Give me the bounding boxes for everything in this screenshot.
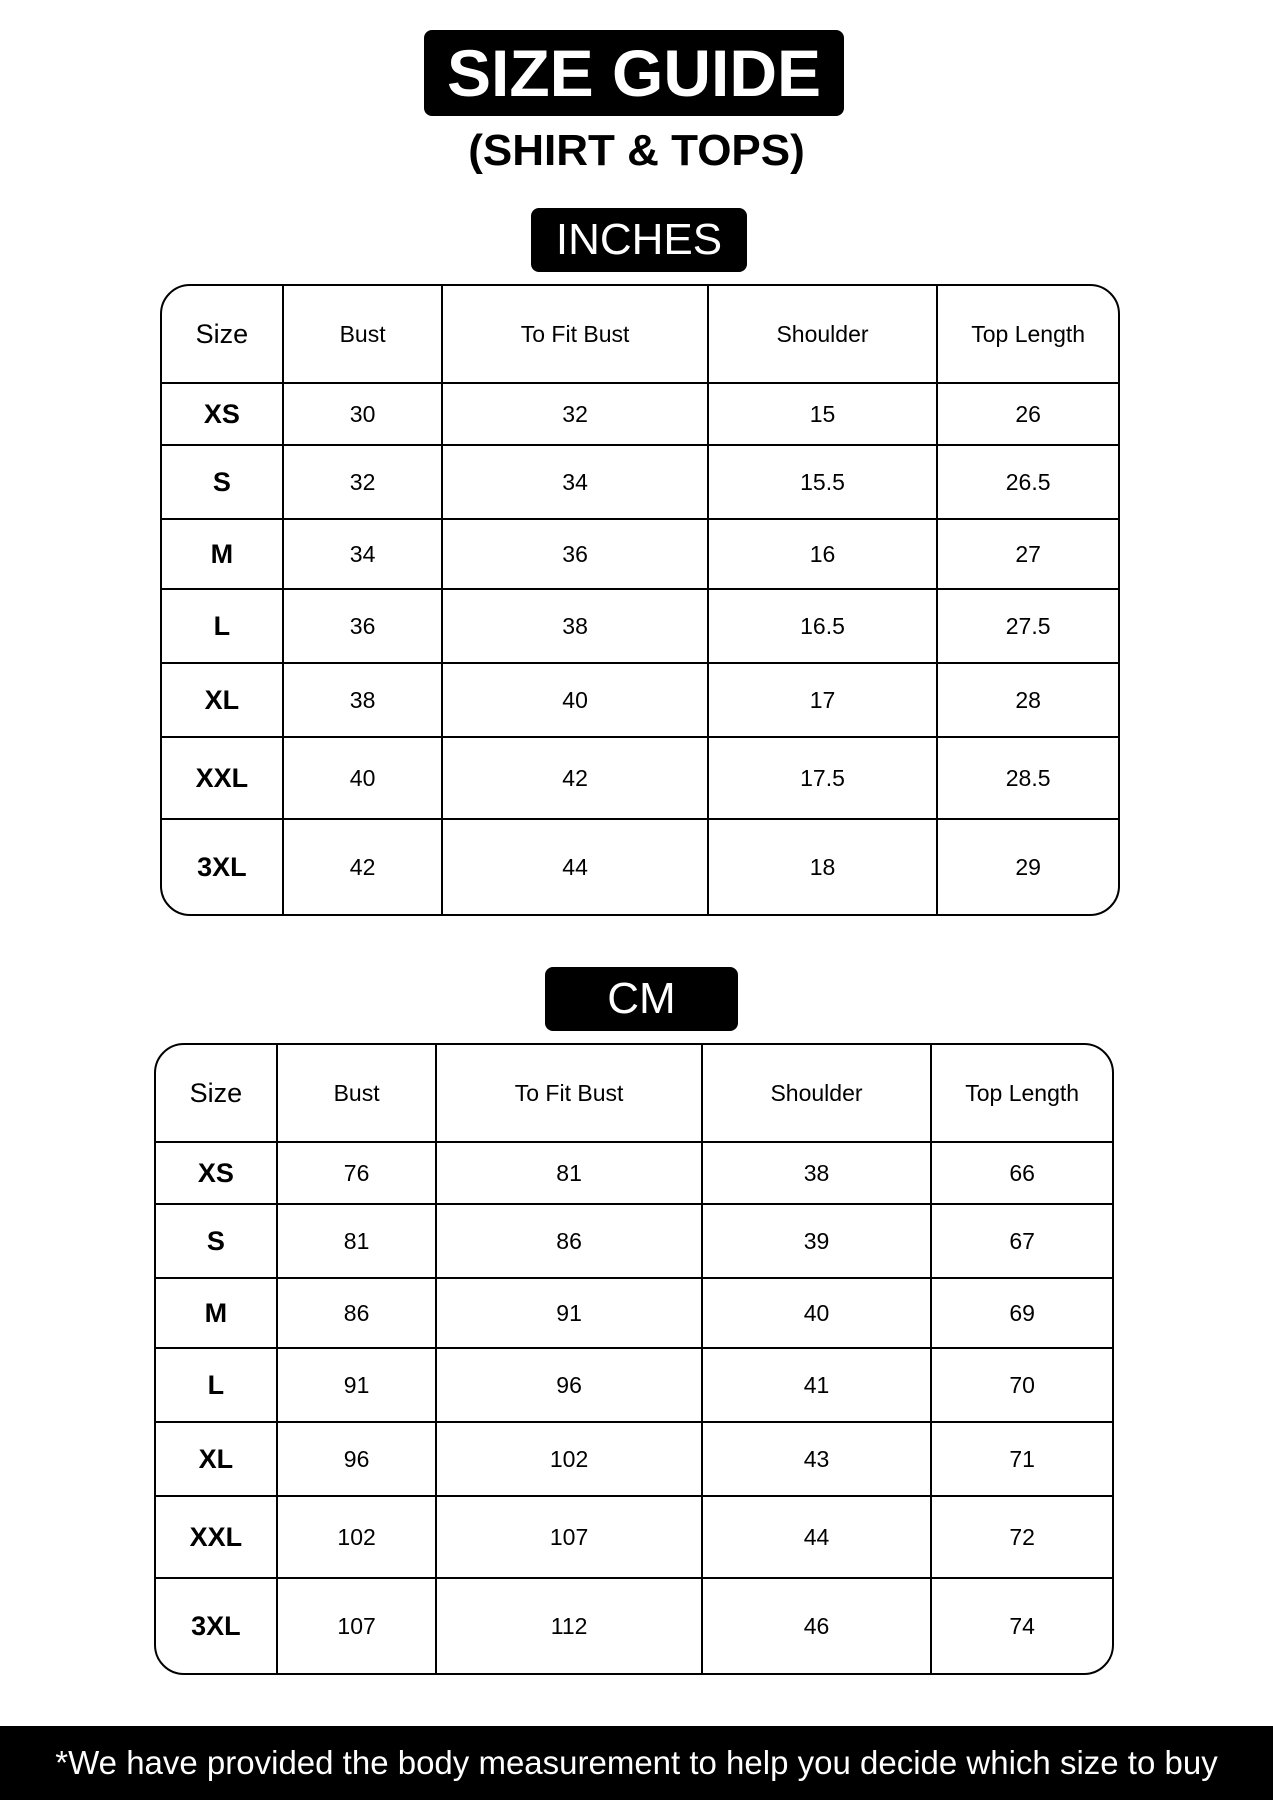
shoulder-cell: 16 <box>709 520 939 590</box>
shoulder-cell: 39 <box>703 1205 933 1279</box>
to-fit-bust-cell: 86 <box>437 1205 702 1279</box>
shoulder-cell: 41 <box>703 1349 933 1423</box>
column-header-to-fit-bust: To Fit Bust <box>443 286 708 384</box>
column-header-size: Size <box>162 286 284 384</box>
bust-cell: 36 <box>284 590 444 664</box>
size-cell: XL <box>162 664 284 738</box>
table-row <box>162 820 1118 914</box>
bust-cell: 91 <box>278 1349 438 1423</box>
top-length-cell: 28 <box>938 664 1118 738</box>
top-length-cell: 26 <box>938 384 1118 446</box>
shoulder-cell: 16.5 <box>709 590 939 664</box>
shoulder-cell: 44 <box>703 1497 933 1579</box>
size-cell: M <box>162 520 284 590</box>
top-length-cell: 28.5 <box>938 738 1118 820</box>
size-cell: S <box>156 1205 278 1279</box>
shoulder-cell: 38 <box>703 1143 933 1205</box>
to-fit-bust-cell: 91 <box>437 1279 702 1349</box>
size-cell: XS <box>156 1143 278 1205</box>
shoulder-cell: 15.5 <box>709 446 939 520</box>
column-header-shoulder: Shoulder <box>709 286 939 384</box>
to-fit-bust-cell: 44 <box>443 820 708 914</box>
table-row <box>156 1423 1112 1497</box>
table-row <box>162 664 1118 738</box>
size-cell: L <box>162 590 284 664</box>
shoulder-cell: 17 <box>709 664 939 738</box>
table-row <box>162 384 1118 446</box>
top-length-cell: 70 <box>932 1349 1112 1423</box>
size-cell: XXL <box>156 1497 278 1579</box>
to-fit-bust-cell: 32 <box>443 384 708 446</box>
shoulder-cell: 43 <box>703 1423 933 1497</box>
column-header-shoulder: Shoulder <box>703 1045 933 1143</box>
bust-cell: 76 <box>278 1143 438 1205</box>
table-row <box>156 1497 1112 1579</box>
size-cell: M <box>156 1279 278 1349</box>
table-row <box>162 446 1118 520</box>
top-length-cell: 71 <box>932 1423 1112 1497</box>
page-subtitle: (SHIRT & TOPS) <box>468 126 805 175</box>
table-header-row <box>162 286 1118 384</box>
column-header-to-fit-bust: To Fit Bust <box>437 1045 702 1143</box>
bust-cell: 34 <box>284 520 444 590</box>
table-header-row <box>156 1045 1112 1143</box>
table-row <box>156 1349 1112 1423</box>
column-header-bust: Bust <box>278 1045 438 1143</box>
size-cell: 3XL <box>156 1579 278 1673</box>
to-fit-bust-cell: 34 <box>443 446 708 520</box>
bust-cell: 38 <box>284 664 444 738</box>
page-title: SIZE GUIDE <box>424 30 844 116</box>
to-fit-bust-cell: 112 <box>437 1579 702 1673</box>
table-row <box>156 1279 1112 1349</box>
top-length-cell: 26.5 <box>938 446 1118 520</box>
to-fit-bust-cell: 107 <box>437 1497 702 1579</box>
bust-cell: 107 <box>278 1579 438 1673</box>
to-fit-bust-cell: 38 <box>443 590 708 664</box>
shoulder-cell: 18 <box>709 820 939 914</box>
shoulder-cell: 40 <box>703 1279 933 1349</box>
table-row <box>156 1579 1112 1673</box>
to-fit-bust-cell: 96 <box>437 1349 702 1423</box>
to-fit-bust-cell: 40 <box>443 664 708 738</box>
top-length-cell: 66 <box>932 1143 1112 1205</box>
table-row <box>162 590 1118 664</box>
bust-cell: 86 <box>278 1279 438 1349</box>
to-fit-bust-cell: 81 <box>437 1143 702 1205</box>
bust-cell: 30 <box>284 384 444 446</box>
table-row <box>162 520 1118 590</box>
size-cell: S <box>162 446 284 520</box>
top-length-cell: 27.5 <box>938 590 1118 664</box>
shoulder-cell: 17.5 <box>709 738 939 820</box>
shoulder-cell: 46 <box>703 1579 933 1673</box>
top-length-cell: 67 <box>932 1205 1112 1279</box>
column-header-top-length: Top Length <box>938 286 1118 384</box>
to-fit-bust-cell: 42 <box>443 738 708 820</box>
top-length-cell: 72 <box>932 1497 1112 1579</box>
table-row <box>162 738 1118 820</box>
bust-cell: 102 <box>278 1497 438 1579</box>
size-cell: XXL <box>162 738 284 820</box>
top-length-cell: 27 <box>938 520 1118 590</box>
inches-size-table <box>160 284 1120 916</box>
top-length-cell: 29 <box>1015 853 1041 880</box>
bust-cell: 81 <box>278 1205 438 1279</box>
column-header-top-length: Top Length <box>932 1045 1112 1143</box>
bust-cell: 96 <box>278 1423 438 1497</box>
to-fit-bust-cell: 36 <box>443 520 708 590</box>
cm-section-label: CM <box>545 967 738 1031</box>
bust-cell: 40 <box>284 738 444 820</box>
table-row <box>156 1143 1112 1205</box>
top-length-cell: 74 <box>1009 1612 1035 1639</box>
size-cell: L <box>156 1349 278 1423</box>
column-header-bust: Bust <box>284 286 444 384</box>
to-fit-bust-cell: 102 <box>437 1423 702 1497</box>
size-cell: XS <box>162 384 284 446</box>
inches-section-label: INCHES <box>531 208 747 272</box>
column-header-size: Size <box>156 1045 278 1143</box>
shoulder-cell: 15 <box>709 384 939 446</box>
bust-cell: 32 <box>284 446 444 520</box>
size-cell: 3XL <box>162 820 284 914</box>
bust-cell: 42 <box>284 820 444 914</box>
top-length-cell: 69 <box>932 1279 1112 1349</box>
cm-size-table <box>154 1043 1114 1675</box>
table-row <box>156 1205 1112 1279</box>
footer-note: *We have provided the body measurement to help you decide which size to buy <box>0 1726 1273 1800</box>
size-cell: XL <box>156 1423 278 1497</box>
